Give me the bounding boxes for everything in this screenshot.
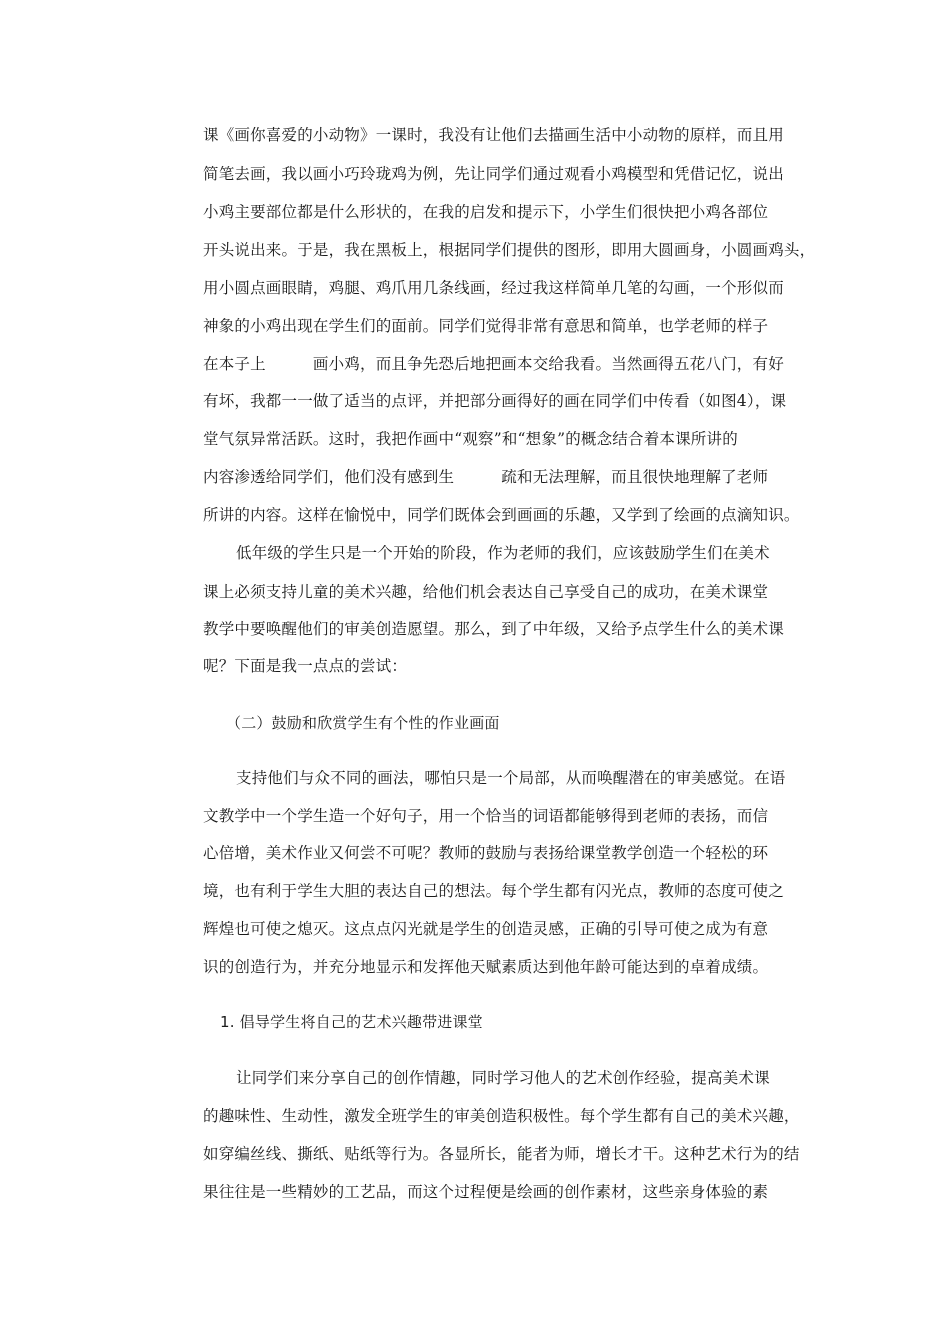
section-heading: （二）鼓励和欣赏学生有个性的作业画面	[226, 714, 500, 732]
text-line: 神象的小鸡出现在学生们的面前。同学们觉得非常有意思和简单，也学老师的样子	[203, 317, 769, 335]
text-line: 心倍增，美术作业又何尝不可呢？教师的鼓励与表扬给课堂教学创造一个轻松的环	[203, 844, 769, 862]
text-line: 课《画你喜爱的小动物》一课时，我没有让他们去描画生活中小动物的原样，而且用	[203, 126, 784, 144]
text-line: 让同学们来分享自己的创作情趣，同时学习他人的艺术创作经验，提高美术课	[236, 1069, 770, 1087]
text-line: 课上必须支持儿童的美术兴趣，给他们机会表达自己享受自己的成功，在美术课堂	[203, 583, 769, 601]
text-line: 支持他们与众不同的画法，哪怕只是一个局部，从而唤醒潜在的审美感觉。在语	[236, 769, 786, 787]
text-line: 教学中要唤醒他们的审美创造愿望。那么，到了中年级，又给予点学生什么的美术课	[203, 620, 784, 638]
text-line: 在本子上 画小鸡，而且争先恐后地把画本交给我看。当然画得五花八门，有好	[203, 355, 784, 373]
subsection-heading: 1. 倡导学生将自己的艺术兴趣带进课堂	[220, 1013, 483, 1031]
text-line: 辉煌也可使之熄灭。这点点闪光就是学生的创造灵感，正确的引导可使之成为有意	[203, 920, 769, 938]
text-line: 堂气氛异常活跃。这时，我把作画中“观察”和“想象”的概念结合着本课所讲的	[203, 430, 738, 448]
text-line: 境，也有利于学生大胆的表达自己的想法。每个学生都有闪光点，教师的态度可使之	[203, 882, 784, 900]
text-line: 开头说出来。于是，我在黑板上，根据同学们提供的图形，即用大圆画身，小圆画鸡头，	[203, 241, 816, 259]
text-line: 呢？下面是我一点点的尝试：	[203, 657, 408, 675]
text-line: 文教学中一个学生造一个好句子，用一个恰当的词语都能够得到老师的表扬，而信	[203, 807, 769, 825]
text-line: 识的创造行为，并充分地显示和发挥他天赋素质达到他年龄可能达到的卓着成绩。	[203, 958, 769, 976]
text-line: 用小圆点画眼睛，鸡腿、鸡爪用几条线画，经过我这样简单几笔的勾画，一个形似而	[203, 279, 784, 297]
text-line: 的趣味性、生动性，激发全班学生的审美创造积极性。每个学生都有自己的美术兴趣，	[203, 1107, 800, 1125]
text-line: 如穿编丝线、撕纸、贴纸等行为。各显所长，能者为师，增长才干。这种艺术行为的结	[203, 1145, 800, 1163]
text-line: 小鸡主要部位都是什么形状的，在我的启发和提示下，小学生们很快把小鸡各部位	[203, 203, 769, 221]
text-line: 内容渗透给同学们，他们没有感到生 疏和无法理解，而且很快地理解了老师	[203, 468, 769, 486]
text-line: 有坏，我都一一做了适当的点评，并把部分画得好的画在同学们中传看（如图4），课	[203, 392, 787, 410]
text-line: 所讲的内容。这样在愉悦中，同学们既体会到画画的乐趣，又学到了绘画的点滴知识。	[203, 506, 800, 524]
text-line: 简笔去画，我以画小巧玲珑鸡为例，先让同学们通过观看小鸡模型和凭借记忆，说出	[203, 165, 784, 183]
text-line: 低年级的学生只是一个开始的阶段，作为老师的我们，应该鼓励学生们在美术	[236, 544, 770, 562]
text-line: 果往往是一些精妙的工艺品，而这个过程便是绘画的创作素材，这些亲身体验的素	[203, 1183, 769, 1201]
